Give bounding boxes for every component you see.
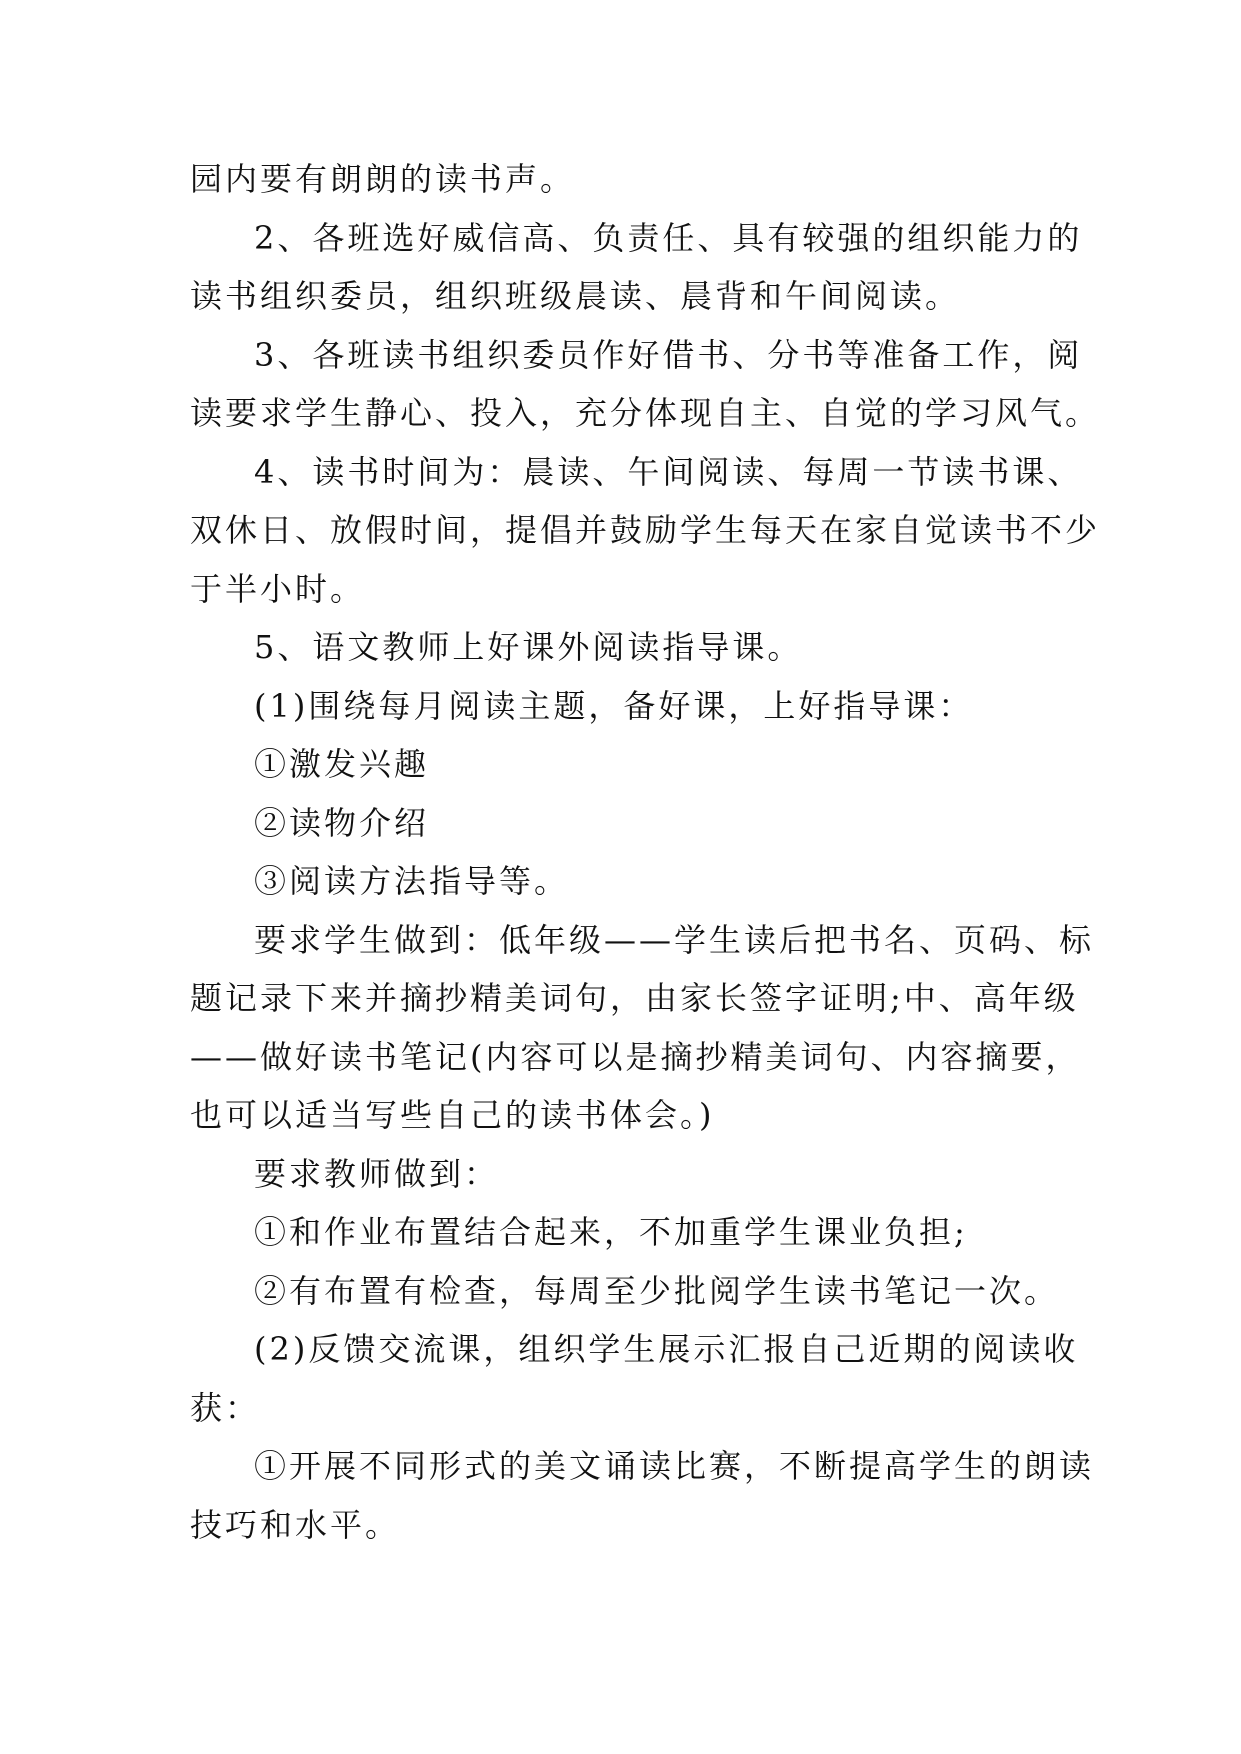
text-line: 获： xyxy=(190,1388,261,1427)
text-line: 4、读书时间为：晨读、午间阅读、每周一节读书课、 xyxy=(254,452,1083,491)
text-line: 读书组织委员，组织班级晨读、晨背和午间阅读。 xyxy=(190,277,961,315)
text-line: ①开展不同形式的美文诵读比赛，不断提高学生的朗读 xyxy=(254,1447,1095,1485)
text-line: 园内要有朗朗的读书声。 xyxy=(190,160,576,198)
text-line: 双休日、放假时间，提倡并鼓励学生每天在家自觉读书不少 xyxy=(190,511,1101,549)
text-line: ②读物介绍 xyxy=(254,803,430,842)
text-line: 于半小时。 xyxy=(190,569,366,608)
text-line: 要求学生做到：低年级——学生读后把书名、页码、标 xyxy=(254,920,1095,959)
text-line: ②有布置有检查，每周至少批阅学生读书笔记一次。 xyxy=(254,1271,1060,1310)
text-line: 也可以适当写些自己的读书体会。) xyxy=(190,1096,715,1134)
text-line: 读要求学生静心、投入，充分体现自主、自觉的学习风气。 xyxy=(190,394,1101,432)
text-line: (1)围绕每月阅读主题，备好课，上好指导课： xyxy=(254,686,974,725)
text-line: ①激发兴趣 xyxy=(254,745,430,783)
text-line: (2)反馈交流课，组织学生展示汇报自己近期的阅读收 xyxy=(254,1330,1079,1368)
text-line: 3、各班读书组织委员作好借书、分书等准备工作，阅 xyxy=(254,335,1083,374)
body-text xyxy=(190,150,1101,1554)
text-line: ③阅读方法指导等。 xyxy=(254,862,570,900)
text-line: 2、各班选好威信高、负责任、具有较强的组织能力的 xyxy=(254,218,1083,257)
text-line: 技巧和水平。 xyxy=(190,1505,401,1544)
text-line: 题记录下来并摘抄精美词句，由家长签字证明;中、高年级 xyxy=(190,979,1079,1017)
text-line: ①和作业布置结合起来，不加重学生课业负担; xyxy=(254,1213,968,1251)
text-line: 要求教师做到： xyxy=(254,1154,500,1193)
text-line: ——做好读书笔记(内容可以是摘抄精美词句、内容摘要， xyxy=(190,1037,1081,1076)
text-line: 5、语文教师上好课外阅读指导课。 xyxy=(254,628,803,666)
